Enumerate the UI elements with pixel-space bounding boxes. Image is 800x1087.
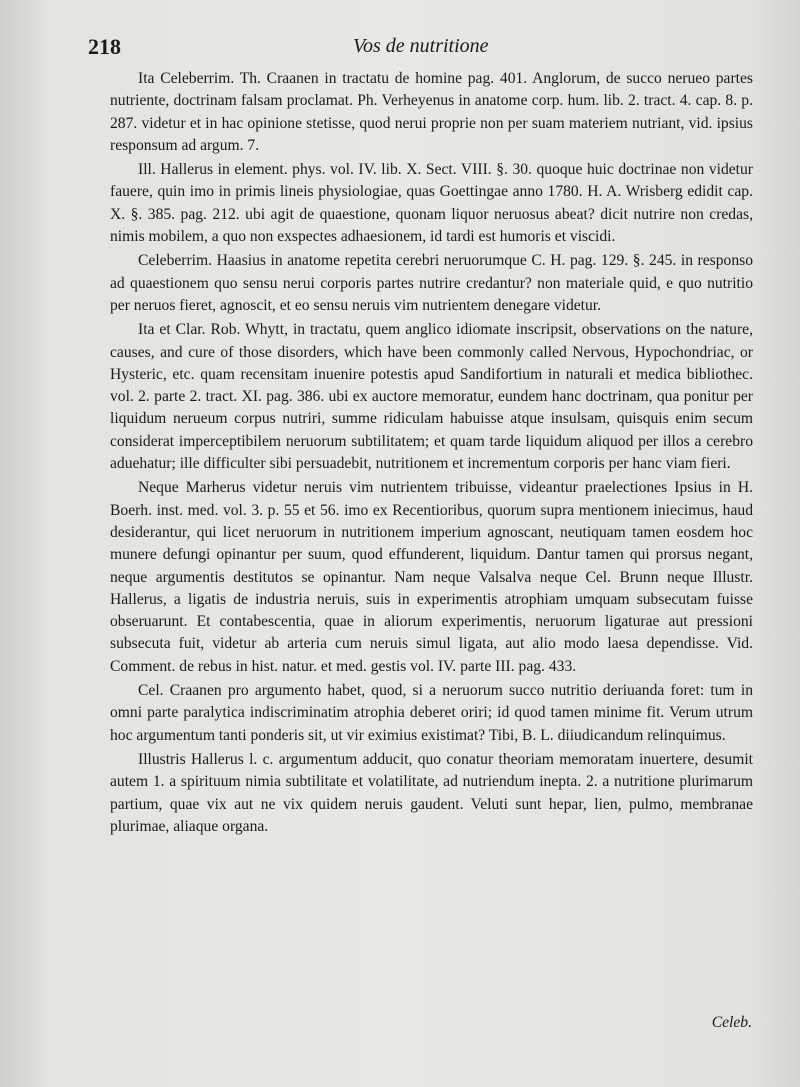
paragraph: Cel. Craanen pro argumento habet, quod, si a neruorum succo nutritio deriuanda foret: tum in omni parte paralytica indiscriminatim atrophia deberet oriri; id quod tamen minime fit. Verum utrum hoc argumentum tanti ponderis sit, ut vir eximius existimat? Tibi, B. L. diiudicandum relinquimus. bbox=[110, 682, 753, 744]
page-number: 218 bbox=[88, 34, 121, 59]
page-header bbox=[88, 34, 753, 64]
paragraph: Ita et Clar. Rob. Whytt, in tractatu, quem anglico idiomate inscripsit, observations on the nature, causes, and cure of those disorders, which have been commonly called Nervous, Hypochondriac, or Hysteric, etc. quam recensitam inuenire potestis apud Sandifortium in naturali et medica bibliothec. vol. 2. parte 2. tract. XI. pag. 386. ubi ex auctore memoratur, eundem hanc doctrinam, qua ponitur per liquidum nerueum corpus nutriri, summe ridiculam habuisse atque insulsam, quisquis enim secum considerat imperceptibilem neruorum subtilitatem; et quam tarde liquidum aliquod per illos a cerebro aduehatur; ille difficulter sibi persuadebit, nutritionem et incrementum corporis per hanc viam fieri. bbox=[110, 321, 753, 473]
paragraph: Neque Marherus videtur neruis vim nutrientem tribuisse, videantur praelectiones Ipsius in H. Boerh. inst. med. vol. 3. p. 55 et 56. imo ex Recentioribus, quorum supra mentionem iniecimus, haud desiderantur, qui licet neruorum in nutritionem imperium agnoscant, neutiquam tamen eosdem hoc munere defungi opinantur per suum, quod effunderent, liquidum. Dantur tamen qui prorsus negant, neque argumentis destitutos se opinantur. Nam neque Valsalva neque Cel. Brunn neque Illustr. Hallerus, a ligatis de industria neruis, suis in experimentis atrophiam umquam subsecutam fuisse obseruarunt. Et contabescentia, quae in aliorum experimentis, neruorum ligaturae aut pressioni subsecuta fuit, videtur ab arteria cum neruis simul ligata, aut alio modo laesa dependisse. Vid. Comment. de rebus in hist. natur. et med. gestis vol. IV. parte III. pag. 433. bbox=[110, 479, 753, 675]
catchword: Celeb. bbox=[711, 1014, 752, 1031]
paragraph: Illustris Hallerus l. c. argumentum adducit, quo conatur theoriam memoratam inuertere, desumit autem 1. a spirituum nimia subtilitate et volatilitate, ad nutriendum inepta. 2. a nutritione plurimarum partium, quae vix aut ne vix quidem neruis gaudent. Veluti sunt hepar, lien, pulmo, membranae plurimae, aliaque organa. bbox=[110, 750, 753, 835]
running-head: Vos de nutritione bbox=[353, 35, 489, 57]
paragraph: Celeberrim. Haasius in anatome repetita cerebri neruorumque C. H. pag. 129. §. 245. in responso ad quaestionem quo sensu nerui corporis partes nutrire credantur? non materiale quid, e quo nutritio per neruos fieret, agnoscit, et eo sensu neruis vim nutrientem denegare videtur. bbox=[110, 252, 753, 314]
paragraph: Ill. Hallerus in element. phys. vol. IV. lib. X. Sect. VIII. §. 30. quoque huic doctrinae non videtur fauere, quin imo in primis lineis physiologiae, quas Goettingae anno 1780. H. A. Wrisberg edidit cap. X. §. 385. pag. 212. ubi agit de quaestione, quonam liquor neruosus abeat? dicit nutrire non credas, nimis mobilem, a quo non exspectes adhaesionem, id tardi est humoris et viscidi. bbox=[110, 161, 753, 246]
paragraph: Ita Celeberrim. Th. Craanen in tractatu de homine pag. 401. Anglorum, de succo nerueo partes nutriente, doctrinam falsam proclamat. Ph. Verheyenus in anatome corp. hum. lib. 2. tract. 4. cap. 8. p. 287. videtur et in hac opinione stetisse, quod nerui proprie non per suam materiem nutriant, vid. ipsius responsum ad argum. 7. bbox=[110, 70, 753, 154]
body-text bbox=[110, 68, 753, 838]
